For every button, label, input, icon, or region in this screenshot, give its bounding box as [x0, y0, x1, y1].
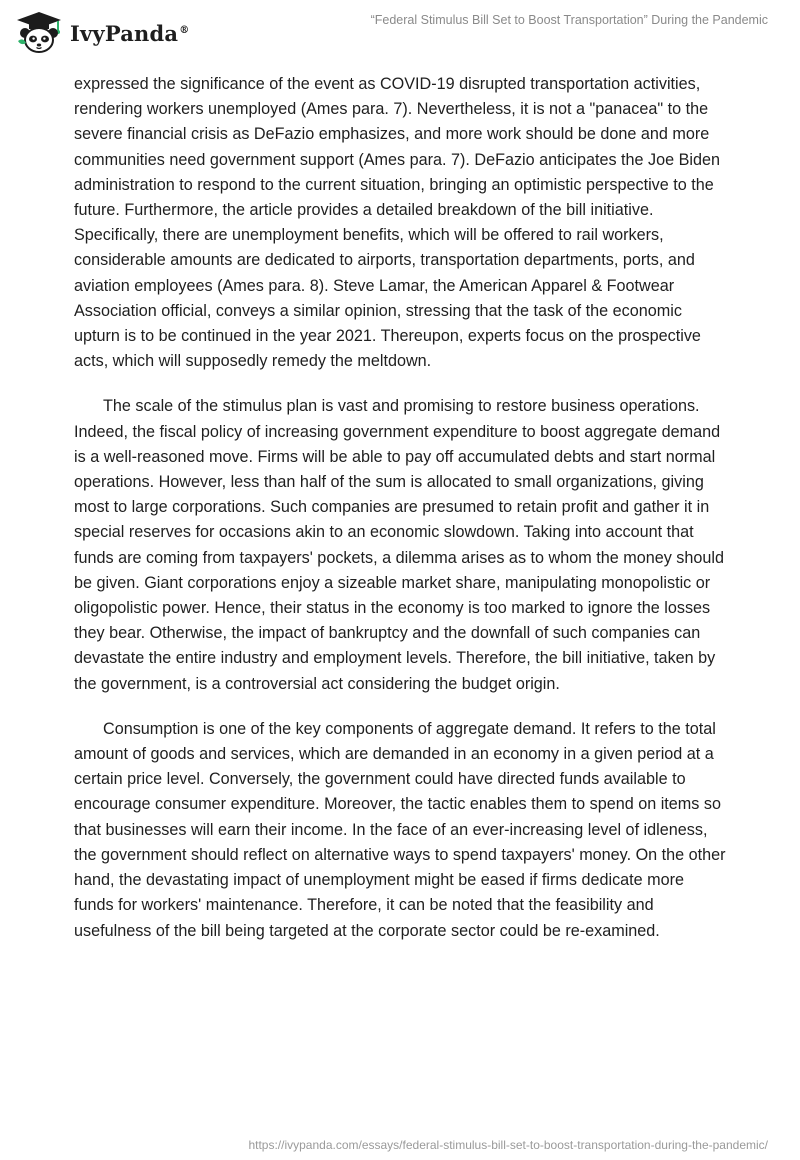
logo-text: IvyPanda — [70, 20, 179, 46]
paragraph-2: The scale of the stimulus plan is vast and promising to restore business operations. Indeed, the fiscal policy of increasing government expenditure to boost aggregate demand is a well-reasoned move. Firms will be able to pay off accumulated debts and start normal operations. However, less than half of the sum is allocated to small organizations, giving most to large corporations. Such companies are presumed to retain profit and gather it in special reserves for occasions akin to an economic slowdown. Taking into account that funds are coming from taxpayers' pockets, a dilemma arises as to whom the money should be given. Giant corporations enjoy a sizeable market share, manipulating monopolistic or oligopolistic power. Hence, their status in the economy is too marked to ignore the losses they bear. Otherwise, the impact of bankruptcy and the downfall of such companies can devastate the entire industry and employment levels. Therefore, the bill initiative, taken by the government, is a controversial act considering the budget origin. — [74, 397, 724, 693]
ivypanda-logo[interactable] — [14, 10, 189, 56]
running-title: “Federal Stimulus Bill Set to Boost Transportation” During the Pandemic — [370, 13, 768, 27]
paragraph-1: expressed the significance of the event as COVID-19 disrupted transportation activities, rendering workers unemployed (Ames para. 7). Nevertheless, it is not a "panacea" to the severe financial crisis as DeFazio emphasizes, and more work should be done and more communities need government support (Ames para. 7). DeFazio anticipates the Joe Biden administration to respond to the current situation, bringing an optimistic perspective to the future. Furthermore, the article provides a detailed breakdown of the bill initiative. Specifically, there are unemployment benefits, which will be offered to rail workers, considerable amounts are dedicated to airports, transportation departments, ports, and aviation employees (Ames para. 8). Steve Lamar, the American Apparel & Footwear Association official, conveys a similar opinion, stressing that the task of the economic upturn is to be continued in the year 2021. Thereupon, experts focus on the prospective acts, which will supposedly remedy the meltdown. — [74, 75, 721, 371]
registered-mark: ® — [179, 24, 190, 36]
logo-wordmark — [70, 21, 189, 46]
footer-url[interactable]: https://ivypanda.com/essays/federal-stimulus-bill-set-to-boost-transportation-during-the-pandemic/ — [248, 1138, 768, 1152]
essay-body — [74, 72, 726, 964]
paragraph-3: Consumption is one of the key components of aggregate demand. It refers to the total amount of goods and services, which are demanded in an economy in a given period at a certain price level. Conversely, the government could have directed funds available to encourage consumer expenditure. Moreover, the tactic enables them to spend on items so that businesses will earn their income. In the face of an ever-increasing level of idleness, the government should reflect on alternative ways to spend taxpayers' money. On the other hand, the devastating impact of unemployment might be eased if firms dedicate more funds for workers' maintenance. Therefore, it can be noted that the feasibility and usefulness of the bill being targeted at the corporate sector could be re-examined. — [74, 719, 726, 940]
panda-graduate-icon — [14, 11, 64, 55]
